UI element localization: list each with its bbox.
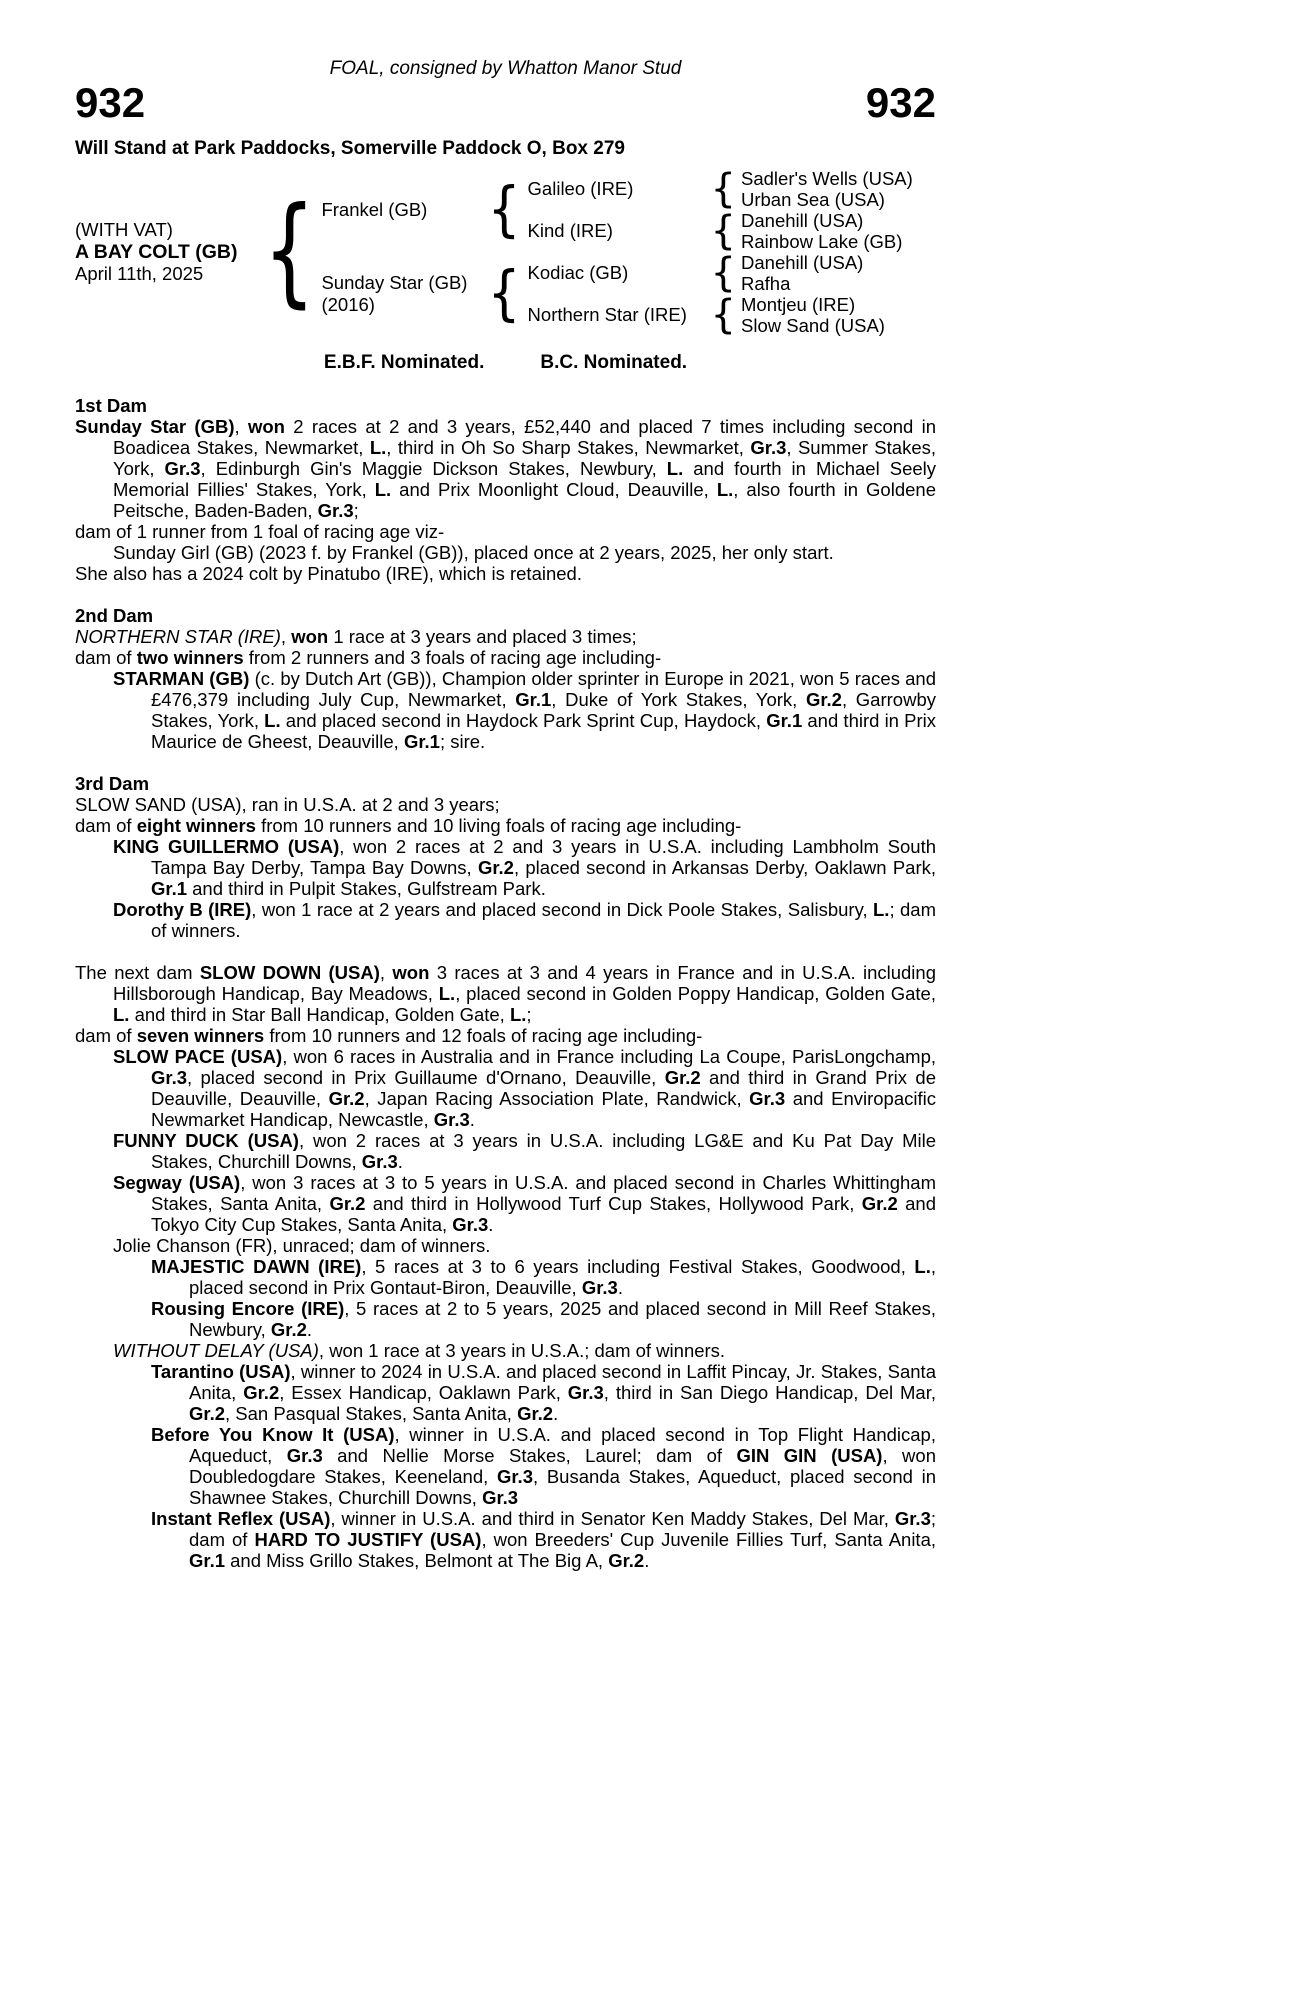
- text-segment: , also fourth in Goldene Peitsche, Baden-Baden,: [113, 479, 936, 521]
- colt-name: A BAY COLT (GB): [75, 241, 238, 263]
- sire-sire-branch: [521, 168, 936, 210]
- catalogue-paragraph: [75, 395, 936, 416]
- text-segment: and third in Pulpit Stakes, Gulfstream Park.: [187, 878, 546, 899]
- text-segment: , third in San Diego Handicap, Del Mar,: [603, 1382, 936, 1403]
- sire-dam-brace: [711, 211, 736, 251]
- text-segment: (c. by Dutch Art (GB)), Champion older sprinter in Europe in 2021, won 5 races and £476,379 including July Cup, Newmarket,: [151, 668, 936, 710]
- pedigree-gen1-column: [315, 168, 936, 336]
- text-segment: and Enviropacific Newmarket Handicap, Newcastle,: [151, 1088, 936, 1130]
- text-segment: L.: [666, 458, 684, 479]
- text-segment: , winner to 2024 in U.S.A. and placed second in Laffit Pincay, Jr. Stakes, Santa Anita,: [189, 1361, 936, 1403]
- text-segment: MAJESTIC DAWN (IRE): [151, 1256, 362, 1277]
- text-segment: .: [469, 1109, 475, 1130]
- text-segment: dam of: [75, 1025, 137, 1046]
- text-segment: , third in Oh So Sharp Stakes, Newmarket,: [386, 437, 751, 458]
- text-segment: L.: [374, 479, 392, 500]
- catalogue-paragraph: [75, 647, 936, 668]
- text-segment: Gr.2: [608, 1550, 645, 1571]
- text-segment: dam of 1 runner from 1 foal of racing age viz-: [75, 521, 445, 542]
- catalogue-paragraph: [75, 605, 936, 626]
- text-segment: seven winners: [136, 1025, 265, 1046]
- catalogue-paragraph: [75, 1508, 936, 1571]
- text-segment: Gr.3: [433, 1109, 470, 1130]
- text-segment: , Busanda Stakes, Aqueduct, placed second in Shawnee Stakes, Churchill Downs,: [189, 1466, 937, 1508]
- text-segment: , Essex Handicap, Oaklawn Park,: [279, 1382, 568, 1403]
- text-segment: FUNNY DUCK (USA): [113, 1130, 299, 1151]
- sire-sire-dam-name: Urban Sea (USA): [741, 189, 885, 210]
- text-segment: Gr.1: [766, 710, 803, 731]
- text-segment: She also has a 2024 colt by Pinatubo (IRE), which is retained.: [75, 563, 582, 584]
- text-segment: Gr.2: [270, 1319, 307, 1340]
- text-segment: , Edinburgh Gin's Maggie Dickson Stakes, Newbury,: [200, 458, 667, 479]
- text-segment: Gr.2: [189, 1403, 225, 1424]
- catalogue-paragraph: [75, 1256, 936, 1298]
- sire-dam-dam-name: Rainbow Lake (GB): [741, 231, 903, 252]
- text-segment: Segway (USA): [113, 1172, 241, 1193]
- catalogue-paragraph: [75, 521, 936, 542]
- text-segment: SLOW DOWN (USA): [199, 962, 380, 983]
- text-segment: Gr.2: [517, 1403, 554, 1424]
- dam-dam-branch: [521, 294, 936, 336]
- ebf-nominated-label: E.B.F. Nominated.: [323, 352, 485, 373]
- text-segment: , placed second in Golden Poppy Handicap, Golden Gate,: [455, 983, 936, 1004]
- text-segment: , won 6 races in Australia and in France including La Coupe, ParisLongchamp,: [282, 1046, 936, 1067]
- dam-name-line: Sunday Star (GB): [321, 272, 468, 293]
- text-segment: won: [392, 962, 430, 983]
- nominations-row: [75, 352, 936, 374]
- sire-sire-sire-name: Sadler's Wells (USA): [741, 168, 913, 189]
- sire-brace: [487, 184, 520, 236]
- text-segment: .: [553, 1403, 559, 1424]
- text-segment: L.: [716, 479, 734, 500]
- text-segment: two winners: [136, 647, 244, 668]
- pedigree-text-body: [75, 395, 936, 1571]
- text-segment: STARMAN (GB): [113, 668, 250, 689]
- catalogue-paragraph: [75, 1130, 936, 1172]
- text-segment: , placed second in Prix Gontaut-Biron, Deauville,: [189, 1256, 936, 1298]
- pedigree-table: [75, 168, 936, 336]
- sire-sire-brace: [711, 169, 736, 209]
- text-segment: Tarantino (USA): [151, 1361, 291, 1382]
- catalogue-paragraph: [75, 836, 936, 899]
- text-segment: Gr.2: [477, 857, 514, 878]
- text-segment: Gr.1: [189, 1550, 225, 1571]
- lot-number-right: 932: [865, 79, 936, 126]
- catalogue-paragraph: [75, 1298, 936, 1340]
- text-segment: 1st Dam: [75, 395, 147, 416]
- catalogue-paragraph: [75, 1340, 936, 1361]
- text-segment: Gr.3: [496, 1466, 533, 1487]
- catalogue-paragraph: [75, 1172, 936, 1235]
- text-segment: WITHOUT DELAY (USA): [113, 1340, 319, 1361]
- text-segment: Gr.2: [328, 1088, 365, 1109]
- text-segment: Gr.3: [361, 1151, 398, 1172]
- text-segment: and Nellie Morse Stakes, Laurel; dam of: [322, 1445, 737, 1466]
- bc-nominated-label: B.C. Nominated.: [540, 352, 688, 373]
- text-segment: L.: [873, 899, 890, 920]
- dam-dam-brace: [711, 295, 736, 335]
- text-segment: , won 2 races at 3 years in U.S.A. including LG&E and Ku Pat Day Mile Stakes, Churchill Downs,: [151, 1130, 936, 1172]
- text-segment: SLOW SAND (USA), ran in U.S.A. at 2 and 3 years;: [75, 794, 500, 815]
- text-segment: ; sire.: [439, 731, 486, 752]
- text-segment: Gr.3: [581, 1277, 618, 1298]
- text-segment: 1 race at 3 years and placed 3 times;: [328, 626, 637, 647]
- text-segment: Gr.3: [749, 1088, 786, 1109]
- text-segment: , won 1 race at 3 years in U.S.A.; dam of winners.: [318, 1340, 726, 1361]
- catalogue-paragraph: [75, 626, 936, 647]
- consignor-line: FOAL, consigned by Whatton Manor Stud: [329, 58, 682, 79]
- text-segment: from 10 runners and 10 living foals of racing age including-: [255, 815, 742, 836]
- colt-details: [75, 219, 263, 285]
- text-segment: Gr.3: [317, 500, 354, 521]
- text-segment: Gr.3: [567, 1382, 604, 1403]
- catalogue-paragraph: [75, 773, 936, 794]
- catalogue-paragraph: [75, 899, 936, 941]
- text-segment: 3rd Dam: [75, 773, 150, 794]
- text-segment: and placed second in Haydock Park Sprint Cup, Haydock,: [280, 710, 767, 731]
- text-segment: ,: [234, 416, 248, 437]
- text-segment: , Japan Racing Association Plate, Randwick,: [364, 1088, 750, 1109]
- text-segment: , won 1 race at 2 years and placed second in Dick Poole Stakes, Salisbury,: [251, 899, 873, 920]
- sire-dam-sire-name: Danehill (USA): [741, 210, 864, 231]
- text-segment: L.: [264, 710, 281, 731]
- text-segment: and third in Grand Prix de Deauville, Deauville,: [151, 1067, 936, 1109]
- text-segment: Rousing Encore (IRE): [151, 1298, 345, 1319]
- text-segment: L.: [113, 1004, 130, 1025]
- text-segment: , won Breeders' Cup Juvenile Fillies Turf, Santa Anita,: [481, 1529, 936, 1550]
- text-segment: L.: [369, 437, 387, 458]
- text-segment: Sunday Star (GB): [75, 416, 235, 437]
- text-segment: ;: [526, 1004, 532, 1025]
- sire-branch: [315, 168, 936, 252]
- text-segment: Gr.1: [515, 689, 552, 710]
- text-segment: and Prix Moonlight Cloud, Deauville,: [391, 479, 717, 500]
- dam-branch: [315, 252, 936, 336]
- dam-sire-name: Kodiac (GB): [527, 262, 629, 283]
- dam-sire-sire-name: Danehill (USA): [741, 252, 864, 273]
- colt-foaling-date: April 11th, 2025: [75, 263, 204, 284]
- text-segment: , 5 races at 2 to 5 years, 2025 and placed second in Mill Reef Stakes, Newbury,: [189, 1298, 936, 1340]
- text-segment: Gr.3: [452, 1214, 489, 1235]
- text-segment: , San Pasqual Stakes, Santa Anita,: [225, 1403, 518, 1424]
- lot-number-row: [75, 79, 936, 126]
- catalogue-paragraph: [75, 1025, 936, 1046]
- catalogue-paragraph: [75, 563, 936, 584]
- lot-number-left: 932: [75, 79, 146, 126]
- text-segment: dam of: [75, 647, 137, 668]
- text-segment: and fourth in Michael Seely Memorial Fillies' Stakes, York,: [113, 458, 937, 500]
- text-segment: Before You Know It (USA): [151, 1424, 395, 1445]
- text-segment: .: [306, 1319, 313, 1340]
- text-segment: , 5 races at 3 to 6 years including Festival Stakes, Goodwood,: [361, 1256, 915, 1277]
- catalogue-paragraph: [75, 1361, 936, 1424]
- catalogue-paragraph: [75, 416, 936, 521]
- text-segment: KING GUILLERMO (USA): [113, 836, 340, 857]
- catalogue-paragraph: [75, 1046, 936, 1130]
- catalogue-page: [75, 58, 936, 1571]
- text-segment: , placed second in Prix Guillaume d'Ornano, Deauville,: [187, 1067, 665, 1088]
- text-segment: .: [617, 1277, 623, 1298]
- catalogue-paragraph: [75, 962, 936, 1025]
- text-segment: Gr.3: [151, 1067, 187, 1088]
- text-segment: Gr.2: [664, 1067, 701, 1088]
- text-segment: 2 races at 2 and 3 years, £52,440 and placed 7 times including second in Boadicea Stakes, Newmarket,: [113, 416, 937, 458]
- sire-dam-name: Kind (IRE): [527, 220, 613, 241]
- dam-dam-dam-name: Slow Sand (USA): [741, 315, 885, 336]
- text-segment: ; dam of: [189, 1508, 936, 1550]
- text-segment: and third in Star Ball Handicap, Golden Gate,: [129, 1004, 510, 1025]
- text-segment: ; dam of winners.: [151, 899, 936, 941]
- text-segment: 2nd Dam: [75, 605, 154, 626]
- text-segment: Gr.2: [243, 1382, 280, 1403]
- text-segment: , winner in U.S.A. and placed second in Top Flight Handicap, Aqueduct,: [189, 1424, 936, 1466]
- dam-year: (2016): [321, 294, 375, 315]
- pedigree-main-brace: [263, 211, 315, 293]
- text-segment: Gr.3: [286, 1445, 323, 1466]
- text-segment: 3 races at 3 and 4 years in France and in U.S.A. including Hillsborough Handicap, Bay Meadows,: [113, 962, 936, 1004]
- sire-name: Frankel (GB): [321, 199, 428, 220]
- catalogue-paragraph: [75, 815, 936, 836]
- catalogue-paragraph: [75, 794, 936, 815]
- text-segment: and Miss Grillo Stakes, Belmont at The Big A,: [225, 1550, 609, 1571]
- text-segment: , placed second in Arkansas Derby, Oaklawn Park,: [513, 857, 936, 878]
- text-segment: GIN GIN (USA): [736, 1445, 883, 1466]
- text-segment: , Summer Stakes, York,: [113, 437, 936, 479]
- text-segment: eight winners: [136, 815, 256, 836]
- dam-sire-brace: [711, 253, 736, 293]
- dam-dam-sire-name: Montjeu (IRE): [741, 294, 856, 315]
- text-segment: Dorothy B (IRE): [113, 899, 252, 920]
- text-segment: , won 3 races at 3 to 5 years in U.S.A. and placed second in Charles Whittingham Stakes, Santa Anita,: [151, 1172, 937, 1214]
- text-segment: , won Doubledogdare Stakes, Keeneland,: [189, 1445, 936, 1487]
- text-segment: , Duke of York Stakes, York,: [551, 689, 806, 710]
- sire-sire-name: Galileo (IRE): [527, 178, 634, 199]
- text-segment: and Tokyo City Cup Stakes, Santa Anita,: [151, 1193, 937, 1235]
- text-segment: The next dam: [75, 962, 200, 983]
- dam-name: [315, 272, 487, 316]
- text-segment: , winner in U.S.A. and third in Senator Ken Maddy Stakes, Del Mar,: [330, 1508, 895, 1529]
- text-segment: Gr.2: [329, 1193, 366, 1214]
- text-segment: , Garrowby Stakes, York,: [151, 689, 936, 731]
- sire-dam-branch: [521, 210, 936, 252]
- text-segment: and third in Prix Maurice de Gheest, Deauville,: [151, 710, 936, 752]
- text-segment: and third in Hollywood Turf Cup Stakes, Hollywood Park,: [365, 1193, 862, 1214]
- text-segment: Gr.2: [805, 689, 842, 710]
- catalogue-paragraph: [75, 1235, 936, 1256]
- text-segment: Gr.3: [164, 458, 201, 479]
- text-segment: L.: [509, 1004, 527, 1025]
- catalogue-paragraph: [75, 668, 936, 752]
- text-segment: Jolie Chanson (FR), unraced; dam of winners.: [113, 1235, 491, 1256]
- text-segment: Instant Reflex (USA): [151, 1508, 331, 1529]
- stand-location-line: Will Stand at Park Paddocks, Somerville Paddock O, Box 279: [75, 138, 625, 159]
- text-segment: Gr.1: [151, 878, 187, 899]
- text-segment: .: [488, 1214, 494, 1235]
- text-segment: Gr.1: [403, 731, 440, 752]
- text-segment: Gr.3: [894, 1508, 931, 1529]
- text-segment: .: [397, 1151, 403, 1172]
- vat-note: (WITH VAT): [75, 219, 173, 240]
- text-segment: Gr.2: [861, 1193, 898, 1214]
- text-segment: ,: [379, 962, 393, 983]
- text-segment: ,: [280, 626, 292, 647]
- text-segment: .: [644, 1550, 650, 1571]
- text-segment: from 10 runners and 12 foals of racing age including-: [264, 1025, 703, 1046]
- text-segment: Gr.3: [750, 437, 787, 458]
- text-segment: from 2 runners and 3 foals of racing age including-: [243, 647, 662, 668]
- text-segment: Gr.3: [482, 1487, 519, 1508]
- text-segment: L.: [438, 983, 456, 1004]
- text-segment: NORTHERN STAR (IRE): [75, 626, 281, 647]
- text-segment: L.: [914, 1256, 931, 1277]
- dam-brace: [487, 268, 520, 320]
- text-segment: , won 2 races at 2 and 3 years in U.S.A. including Lambholm South Tampa Bay Derby, Tampa Bay Downs,: [151, 836, 936, 878]
- catalogue-paragraph: [75, 542, 936, 563]
- text-segment: won: [247, 416, 285, 437]
- dam-sire-branch: [521, 252, 936, 294]
- text-segment: dam of: [75, 815, 137, 836]
- dam-dam-name: Northern Star (IRE): [527, 304, 687, 325]
- text-segment: Sunday Girl (GB) (2023 f. by Frankel (GB)), placed once at 2 years, 2025, her only start.: [113, 542, 834, 563]
- text-segment: ;: [353, 500, 359, 521]
- text-segment: HARD TO JUSTIFY (USA): [254, 1529, 482, 1550]
- dam-sire-dam-name: Rafha: [741, 273, 791, 294]
- catalogue-paragraph: [75, 1424, 936, 1508]
- text-segment: SLOW PACE (USA): [113, 1046, 283, 1067]
- text-segment: won: [291, 626, 329, 647]
